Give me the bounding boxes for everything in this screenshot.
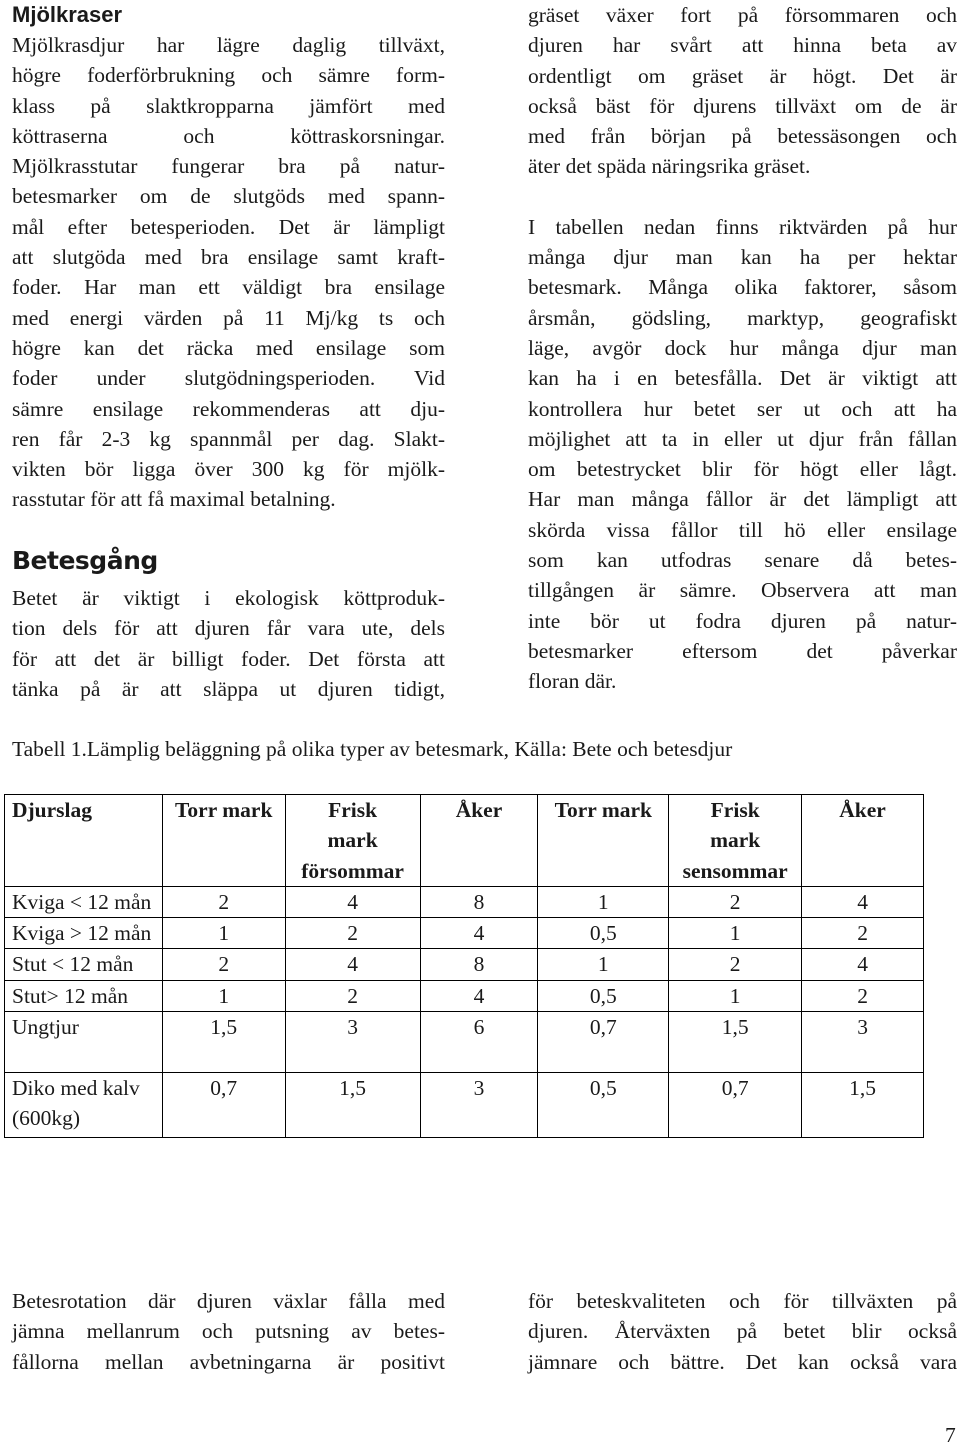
text-line: skörda vissa fållor till hö eller ensilage: [528, 517, 957, 542]
text-line: inte bör ut fodra djuren på natur-: [528, 608, 957, 633]
table-caption: Tabell 1.Lämplig beläggning på olika typer av betesmark, Källa: Bete och betesdjur: [12, 737, 733, 761]
text-line: med energi värden på 11 Mj/kg ts och: [12, 305, 445, 330]
table-cell: 2: [162, 949, 285, 980]
table-row: [5, 1073, 924, 1138]
paragraph-right-1: [528, 0, 957, 182]
text-line: köttraserna och köttraskorsningar.: [12, 123, 445, 148]
text-line: årsmån, gödsling, marktyp, geografiskt: [528, 305, 957, 330]
table-cell: 4: [802, 886, 924, 917]
text-line: för beteskvaliteten och för tillväxten på: [528, 1289, 957, 1313]
text-line: Har man många fållor är det lämpligt att: [528, 487, 957, 512]
table-cell: 2: [162, 886, 285, 917]
right-column-text: [528, 0, 957, 697]
table-cell: 4: [285, 886, 420, 917]
text-line: jämna mellanrum och putsning av betes-: [12, 1319, 445, 1344]
text-line: gräset växer fort på försommaren och: [528, 3, 957, 27]
table-row: [5, 980, 924, 1011]
table-cell: 1: [669, 980, 802, 1011]
text-line: fållorna mellan avbetningarna är positivt: [12, 1349, 445, 1374]
text-line: djuren. Återväxten på betet blir också: [528, 1319, 957, 1344]
table-row: [5, 949, 924, 980]
header-aker-1: Åker: [420, 795, 538, 887]
text-line: ren får 2-3 kg spannmål per dag. Slakt-: [12, 426, 445, 451]
text-line: rasstutar för att få maximal betalning.: [12, 487, 336, 512]
table-cell: 1: [538, 886, 669, 917]
heading-mjolkraser: Mjölkraser: [12, 2, 123, 27]
text-line: I tabellen nedan finns riktvärden på hur: [528, 214, 957, 239]
table-cell: 8: [420, 886, 538, 917]
text-line: betesmark. Många olika faktorer, såsom: [528, 275, 957, 300]
table-cell: 2: [285, 918, 420, 949]
table-cell: 6: [420, 1012, 538, 1073]
text-line: sämre ensilage rekommenderas att dju-: [12, 396, 445, 421]
table-cell: 0,7: [162, 1073, 285, 1138]
table-cell: 1: [162, 980, 285, 1011]
text-line: tillgången är sämre. Observera att man: [528, 578, 957, 603]
text-line: högre foderförbrukning och sämre form-: [12, 63, 445, 88]
text-line: läge, avgör dock hur många djur man: [528, 335, 957, 360]
text-line: också bäst för djurens tillväxt om de är: [528, 93, 957, 118]
table-cell: 2: [285, 980, 420, 1011]
table-row: [5, 1012, 924, 1073]
heading-betesgang: Betesgång: [12, 546, 158, 575]
table-cell: 0,7: [538, 1012, 669, 1073]
table-cell: 1: [538, 949, 669, 980]
table-cell: 2: [802, 918, 924, 949]
header-forsommar: försommar: [301, 858, 404, 883]
text-line: som kan utfodras senare då betes-: [528, 548, 957, 573]
text-line: betesmarker om de slutgöds med spann-: [12, 184, 445, 209]
table-cell: 0,7: [669, 1073, 802, 1138]
text-line: floran där.: [528, 669, 617, 694]
text-line: mål efter betesperioden. Det är lämpligt: [12, 214, 445, 239]
paragraph-gap: [528, 182, 957, 212]
row-label: Ungtjur: [5, 1012, 163, 1073]
table-row: [5, 918, 924, 949]
table-cell: 0,5: [538, 1073, 669, 1138]
table-row: [5, 886, 924, 917]
table-cell: 0,5: [538, 980, 669, 1011]
header-aker-2: Åker: [802, 795, 924, 887]
row-label: Diko med kalv (600kg): [5, 1073, 163, 1138]
text-line: för att det är billigt foder. Det första att: [12, 646, 445, 671]
paragraph-right-2: [528, 212, 957, 697]
table-cell: 2: [669, 949, 802, 980]
row-label: Stut < 12 mån: [5, 949, 163, 980]
text-line: jämnare och bättre. Det kan också vara: [528, 1349, 957, 1374]
text-line: tion dels för att djuren får vara ute, dels: [12, 616, 445, 641]
table-cell: 3: [285, 1012, 420, 1073]
text-line: foder under slutgödningsperioden. Vid: [12, 366, 445, 391]
text-line: Mjölkrasdjur har lägre daglig tillväxt,: [12, 33, 445, 57]
stocking-table: [4, 794, 924, 1138]
table-cell: 1,5: [285, 1073, 420, 1138]
text-line: tänka på är att släppa ut djuren tidigt,: [12, 676, 445, 701]
text-line: att slutgöda med bra ensilage samt kraft-: [12, 245, 445, 270]
table-cell: 0,5: [538, 918, 669, 949]
text-line: betesmarker eftersom det påverkar: [528, 638, 957, 663]
text-line: Betesrotation där djuren växlar fålla med: [12, 1289, 445, 1313]
text-line: foder. Har man ett väldigt bra ensilage: [12, 275, 445, 300]
header-frisk-mark-label: Frisk mark: [327, 798, 378, 853]
header-frisk-mark-1: [285, 795, 420, 887]
text-line: högre kan det räcka med ensilage som: [12, 335, 445, 360]
table-cell: 2: [802, 980, 924, 1011]
text-line: om betestrycket blir för högt eller lågt.: [528, 457, 957, 482]
table-cell: 3: [802, 1012, 924, 1073]
text-line: djuren har svårt att hinna beta av: [528, 33, 957, 58]
text-line: kan ha i en betesfålla. Det är viktigt att: [528, 366, 957, 391]
text-line: vikten bör ligga över 300 kg för mjölk-: [12, 457, 445, 482]
text-line: möjlighet att ta in eller ut djur från fållan: [528, 426, 957, 451]
header-torr-mark-1: Torr mark: [162, 795, 285, 887]
text-line: klass på slaktkropparna jämfört med: [12, 93, 445, 118]
paragraph-mjolkraser: [12, 30, 445, 515]
table-cell: 1,5: [162, 1012, 285, 1073]
table-cell: 8: [420, 949, 538, 980]
paragraph-right-bottom: [528, 1286, 957, 1377]
text-line: med från början på betessäsongen och: [528, 124, 957, 149]
table-cell: 1: [162, 918, 285, 949]
header-frisk-mark-2: [669, 795, 802, 887]
text-line: många djur man kan ha per hektar: [528, 245, 957, 270]
row-label: Kviga > 12 mån: [5, 918, 163, 949]
text-line: äter det späda näringsrika gräset.: [528, 154, 811, 179]
header-djurslag: Djurslag: [5, 795, 163, 887]
row-label: Stut> 12 mån: [5, 980, 163, 1011]
table-header-row: [5, 795, 924, 887]
header-sensommar: sensommar: [682, 858, 788, 883]
page-number: 7: [945, 1423, 956, 1447]
text-line: ordentligt om gräset är högt. Det är: [528, 63, 957, 88]
paragraph-betesgang: [12, 583, 445, 704]
header-torr-mark-2: Torr mark: [538, 795, 669, 887]
table-cell: 1,5: [802, 1073, 924, 1138]
row-label: Kviga < 12 mån: [5, 886, 163, 917]
paragraph-betesrotation: [12, 1286, 445, 1377]
table-cell: 1,5: [669, 1012, 802, 1073]
table-cell: 2: [669, 886, 802, 917]
text-line: Betet är viktigt i ekologisk köttproduk-: [12, 586, 445, 610]
table-cell: 4: [285, 949, 420, 980]
text-line: Mjölkrasstutar fungerar bra på natur-: [12, 154, 445, 179]
header-frisk-mark-label: Frisk mark: [710, 798, 761, 853]
text-line: kontrollera hur betet ser ut och att ha: [528, 396, 957, 421]
table-cell: 1: [669, 918, 802, 949]
table-cell: 4: [420, 980, 538, 1011]
table-cell: 4: [802, 949, 924, 980]
table-cell: 4: [420, 918, 538, 949]
table-cell: 3: [420, 1073, 538, 1138]
